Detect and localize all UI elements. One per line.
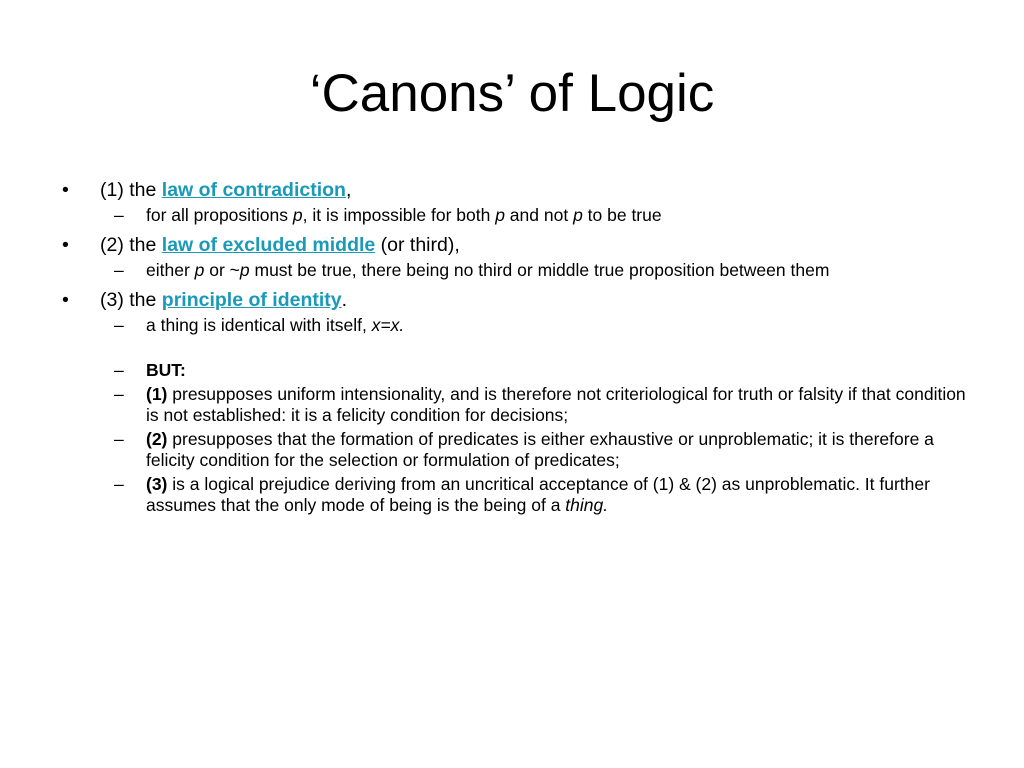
note-3 [114, 474, 966, 516]
dash-icon: – [114, 360, 124, 380]
bullet-item-1-suffix: , [345, 179, 352, 201]
sub-item-2-var-p1: p [194, 260, 205, 280]
bullet-item-1-prefix: (1) the [100, 179, 162, 201]
note-1-text: presupposes uniform intensionality, and is therefore not criteriological for truth or falsity if that condition is not established: it is a felicity condition for decisions; [146, 384, 966, 425]
dash-icon: – [114, 474, 124, 494]
sub-item-2-text-b: or ~ [204, 260, 240, 280]
note-2 [114, 429, 966, 471]
sub-item-1-var-p3: p [573, 205, 583, 225]
bullet-item-3-suffix: . [341, 289, 348, 311]
note-2-text: presupposes that the formation of predicates is either exhaustive or unproblematic; it is therefore a felicity condition for the selection or formulation of predicates; [146, 429, 934, 470]
dash-icon: – [114, 260, 124, 280]
bullet-icon: • [62, 179, 69, 201]
dash-icon: – [114, 205, 124, 225]
link-law-of-excluded-middle[interactable]: law of excluded middle [161, 234, 376, 256]
note-1-label: (1) [146, 384, 168, 404]
bullet-item-1 [62, 178, 960, 202]
bullet-item-3-prefix: (3) the [100, 289, 162, 311]
sub-item-3 [114, 315, 966, 336]
note-3-label: (3) [146, 474, 168, 494]
dash-icon: – [114, 429, 124, 449]
but-heading [114, 360, 966, 381]
sub-item-1-text-b: , it is impossible for both [302, 205, 496, 225]
sub-item-3-text-a: a thing is identical with itself, [146, 315, 372, 335]
sub-item-1-text-d: to be true [582, 205, 662, 225]
bullet-item-2-suffix: (or third), [375, 234, 460, 256]
note-3-tail: thing. [565, 495, 609, 515]
slide-content [0, 178, 1024, 516]
slide-title: ‘Canons’ of Logic [309, 64, 715, 123]
sub-item-1-text-a: for all propositions [146, 205, 293, 225]
sub-item-1-text-c: and not [504, 205, 574, 225]
bullet-icon: • [62, 234, 69, 256]
bullet-item-3 [62, 288, 960, 312]
sub-item-2-text-a: either [146, 260, 195, 280]
dash-icon: – [114, 384, 124, 404]
note-2-label: (2) [146, 429, 168, 449]
bullet-icon: • [62, 289, 69, 311]
sub-item-1-var-p2: p [495, 205, 505, 225]
sub-item-2-text-c: must be true, there being no third or middle true proposition between them [249, 260, 830, 280]
link-law-of-contradiction[interactable]: law of contradiction [161, 179, 346, 201]
sub-item-1-var-p1: p [292, 205, 303, 225]
note-3-text: is a logical prejudice deriving from an uncritical acceptance of (1) & (2) as unproblematic. It further assumes that the only mode of being is the being of a [146, 474, 930, 515]
sub-item-2 [114, 260, 966, 281]
bullet-item-2 [62, 233, 960, 257]
sub-item-3-expr: x=x. [371, 315, 405, 335]
but-label: BUT: [146, 360, 186, 380]
bullet-item-2-prefix: (2) the [100, 234, 162, 256]
sub-item-2-var-p2: p [239, 260, 250, 280]
link-principle-of-identity[interactable]: principle of identity [161, 289, 342, 311]
sub-item-1 [114, 205, 966, 226]
dash-icon: – [114, 315, 124, 335]
note-1 [114, 384, 966, 426]
